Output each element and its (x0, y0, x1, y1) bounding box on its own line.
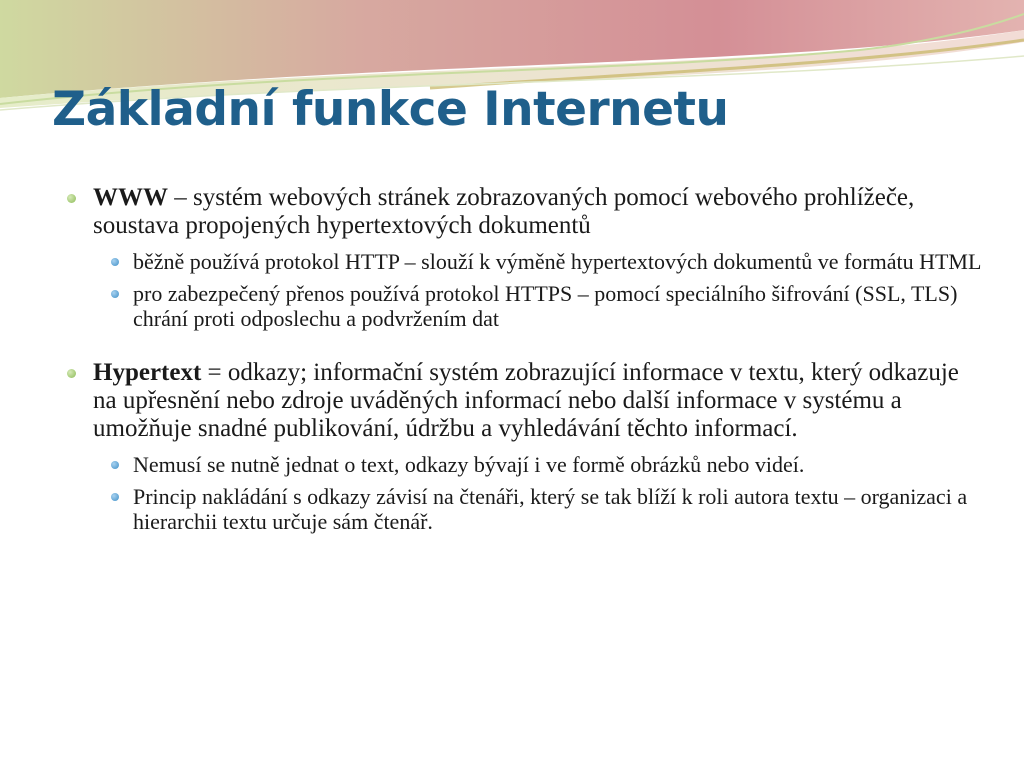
bullet-term: Hypertext (93, 359, 202, 386)
slide-title: Základní funkce Internetu (52, 82, 729, 137)
bullet-item-hypertext (64, 359, 984, 443)
sub-bullet-icon (111, 290, 119, 298)
sub-bullet-item (64, 452, 984, 477)
bullet-item-www (64, 184, 984, 240)
sub-bullet-icon (111, 461, 119, 469)
sub-bullet-item (64, 484, 984, 534)
bullet-term: WWW (93, 184, 168, 211)
bullet-text: – systém webových stránek zobrazovaných pomocí webového prohlížeče, soustava propojených hypertextových dokumentů (93, 184, 915, 239)
sub-bullet-item (64, 281, 984, 331)
bullet-icon (67, 194, 76, 203)
sub-bullet-text: Princip nakládání s odkazy závisí na čtenáři, který se tak blíží k roli autora textu – organizaci a hierarchii textu určuje sám čtenář. (133, 484, 968, 534)
sub-bullet-icon (111, 258, 119, 266)
bullet-icon (67, 369, 76, 378)
sub-bullet-text: pro zabezpečený přenos používá protokol HTTPS – pomocí speciálního šifrování (SSL, TLS) chrání proti odposlechu a podvržením dat (133, 281, 958, 331)
sub-bullet-icon (111, 493, 119, 501)
sub-bullet-item (64, 249, 984, 274)
sub-bullet-text: Nemusí se nutně jednat o text, odkazy bývají i ve formě obrázků nebo videí. (133, 452, 805, 477)
bullet-text: = odkazy; informační systém zobrazující informace v textu, který odkazuje na upřesnění nebo zdroje uváděných informací nebo další informace v systému a umožňuje snadné publikování, údržbu a vyhledávání těchto informací. (93, 359, 959, 442)
sub-bullet-text: běžně používá protokol HTTP – slouží k výměně hypertextových dokumentů ve formátu HTML (133, 249, 982, 274)
bullet-list (64, 184, 984, 534)
